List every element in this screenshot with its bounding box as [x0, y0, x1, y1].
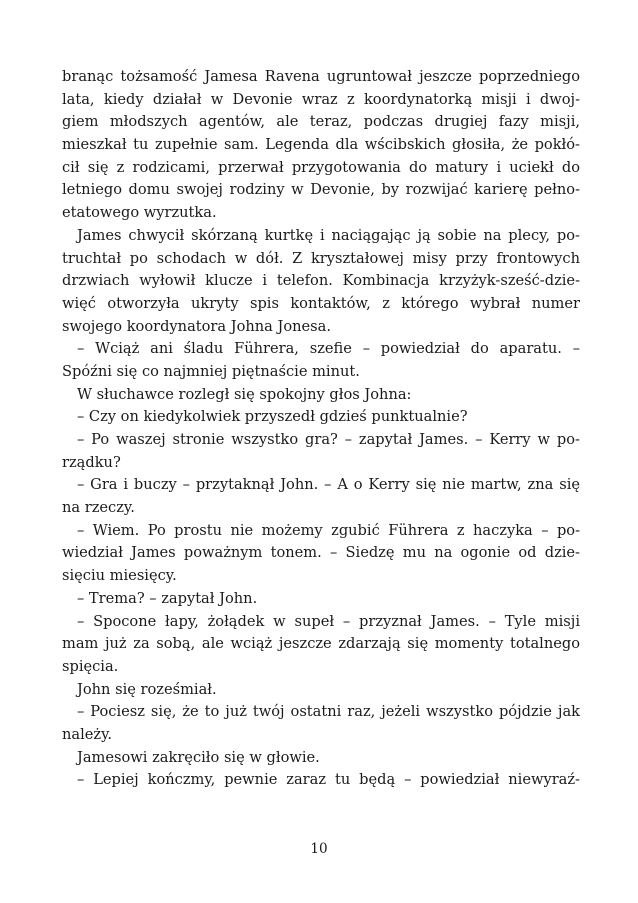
text-line: giem młodszych agentów, ale teraz, podczas drugiej fazy misji, [62, 113, 580, 131]
text-line: – Lepiej kończmy, pewnie zaraz tu będą – powiedział niewyraź- [77, 771, 580, 789]
text-line: swojego koordynatora Johna Jonesa. [62, 317, 332, 335]
text-line: wiedział James poważnym tonem. – Siedzę mu na ogonie od dzie- [62, 544, 580, 562]
text-line: na rzeczy. [62, 499, 135, 517]
text-line: Jamesowi zakręciło się w głowie. [77, 748, 320, 766]
text-line: W słuchawce rozległ się spokojny głos Johna: [77, 385, 412, 403]
text-line: sięciu miesięcy. [62, 567, 177, 585]
text-line: letniego domu swojej rodziny w Devonie, by rozwijać karierę pełno- [62, 181, 580, 199]
text-line: cił się z rodzicami, przerwał przygotowania do matury i uciekł do [62, 158, 580, 176]
page-number: 10 [310, 841, 328, 857]
text-line: – Wciąż ani śladu Führera, szefie – powiedział do aparatu. – [77, 340, 580, 358]
text-line: – Pociesz się, że to już twój ostatni raz, jeżeli wszystko pójdzie jak [77, 703, 580, 721]
text-line: etatowego wyrzutka. [62, 204, 217, 222]
body-text [62, 66, 580, 792]
text-line: James chwycił skórzaną kurtkę i naciągając ją sobie na plecy, po- [77, 226, 580, 244]
text-line: więć otworzyła ukryty spis kontaktów, z którego wybrał numer [62, 294, 580, 312]
text-line: branąc tożsamość Jamesa Ravena ugruntował jeszcze poprzedniego [62, 68, 580, 85]
text-line: lata, kiedy działał w Devonie wraz z koordynatorką misji i dwoj- [62, 90, 580, 108]
text-line: drzwiach wyłowił klucze i telefon. Kombinacja krzyżyk-sześć-dzie- [62, 272, 580, 290]
text-line: rządku? [62, 453, 121, 471]
text-line: John się roześmiał. [77, 680, 217, 698]
text-line: – Gra i buczy – przytaknął John. – A o Kerry się nie martw, zna się [77, 476, 580, 494]
text-line: spięcia. [62, 657, 119, 675]
text-line: – Trema? – zapytał John. [77, 589, 258, 607]
text-line: – Czy on kiedykolwiek przyszedł gdzieś punktualnie? [77, 408, 468, 426]
text-line: – Wiem. Po prostu nie możemy zgubić Führera z haczyka – po- [77, 521, 580, 539]
text-line: – Spocone łapy, żołądek w supeł – przyznał James. – Tyle misji [77, 612, 580, 630]
text-line: truchtał po schodach w dół. Z kryształowej misy przy frontowych [62, 249, 580, 267]
text-line: należy. [62, 725, 113, 743]
text-line: mieszkał tu zupełnie sam. Legenda dla wścibskich głosiła, że pokłó- [62, 136, 580, 154]
text-line: mam już za sobą, ale wciąż jeszcze zdarzają się momenty totalnego [62, 635, 580, 653]
text-line: – Po waszej stronie wszystko gra? – zapytał James. – Kerry w po- [77, 431, 580, 448]
text-line: Spóźni się co najmniej piętnaście minut. [62, 362, 360, 380]
